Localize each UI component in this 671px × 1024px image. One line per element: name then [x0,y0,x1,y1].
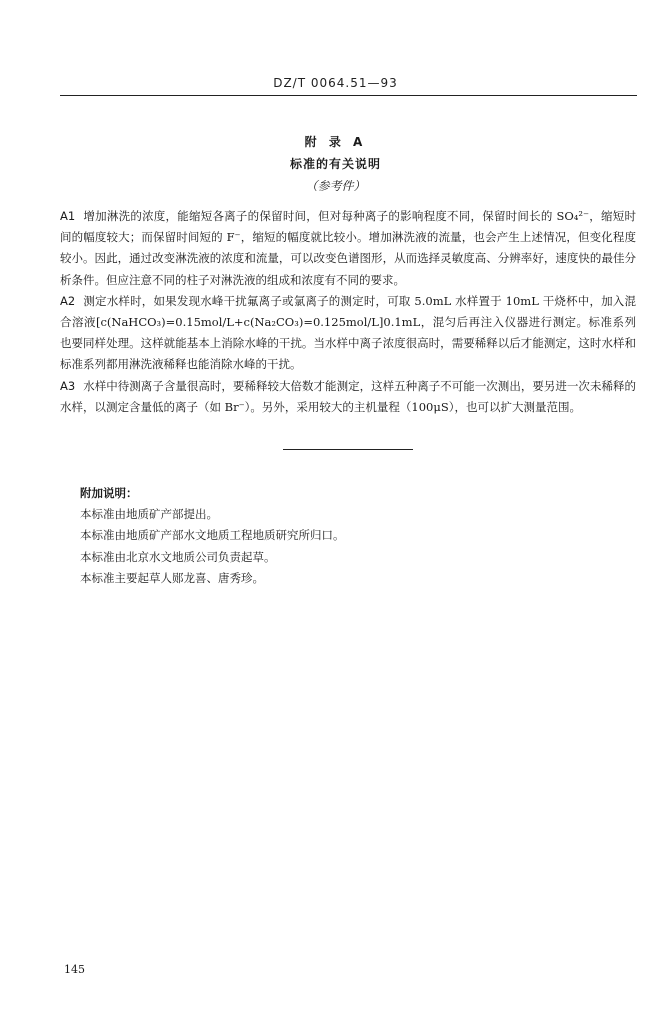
clause-label: A1 [60,209,76,223]
clause-a1 [60,206,636,291]
clause-label: A3 [60,378,76,393]
additional-note-line: 本标准由北京水文地质公司负责起草。 [80,549,276,564]
appendix-body [60,206,636,418]
additional-notes [80,483,600,589]
section-divider [283,449,413,450]
additional-note-line: 本标准主要起草人郧龙喜、唐秀珍。 [80,570,264,585]
header-rule [60,95,637,96]
clause-label: A2 [60,293,76,308]
clause-text: 测定水样时，如果发现水峰干扰氟离子或氯离子的测定时，可取 5.0mL 水样置于 10mL 干烧杯中，加入混合溶液[c(NaHCO₃)=0.15mol/L+c(Na₂CO₃)=0.125mol/L]0.1mL，混匀后再注入仪器进行测定。标准系列也要同样处理。这样就能基本上消除水峰的干扰。当水样中离子浓度很高时，需要稀释以后才能测定，这时水样和标准系列都用淋洗液稀释也能消除水峰的干扰。 [60,293,636,372]
additional-note-line: 本标准由地质矿产部提出。 [80,507,218,522]
additional-notes-heading: 附加说明： [80,486,138,500]
clause-text: 水样中待测离子含量很高时，要稀释较大倍数才能测定，这样五种离子不可能一次测出，要另进一次未稀释的水样，以测定含量低的离子（如 Br⁻）。另外，采用较大的主机量程（100μS），也可以扩大测量范围。 [60,378,636,414]
clause-a3 [60,376,636,418]
appendix-note: （参考件） [305,179,366,193]
appendix-subtitle: 标准的有关说明 [289,157,381,171]
clause-a2 [60,291,636,376]
standard-code: DZ/T 0064.51—93 [273,76,398,90]
clause-text: 增加淋洗的浓度，能缩短各离子的保留时间，但对每种离子的影响程度不同，保留时间长的 SO₄²⁻，缩短时间的幅度较大；而保留时间短的 F⁻，缩短的幅度就比较小。增加淋洗液的流量，也会产生上述情况，但变化程度较小。因此，通过改变淋洗液的浓度和流量，可以改变色谱图形，从而选择灵敏度高、分辨率好，速度快的最佳分析条件。但应注意不同的柱子对淋洗液的组成和浓度有不同的要求。 [60,209,636,287]
page-number: 145 [64,963,85,976]
additional-note-line: 本标准由地质矿产部水文地质工程地质研究所归口。 [80,528,345,543]
appendix-title: 附 录 A [304,135,367,149]
